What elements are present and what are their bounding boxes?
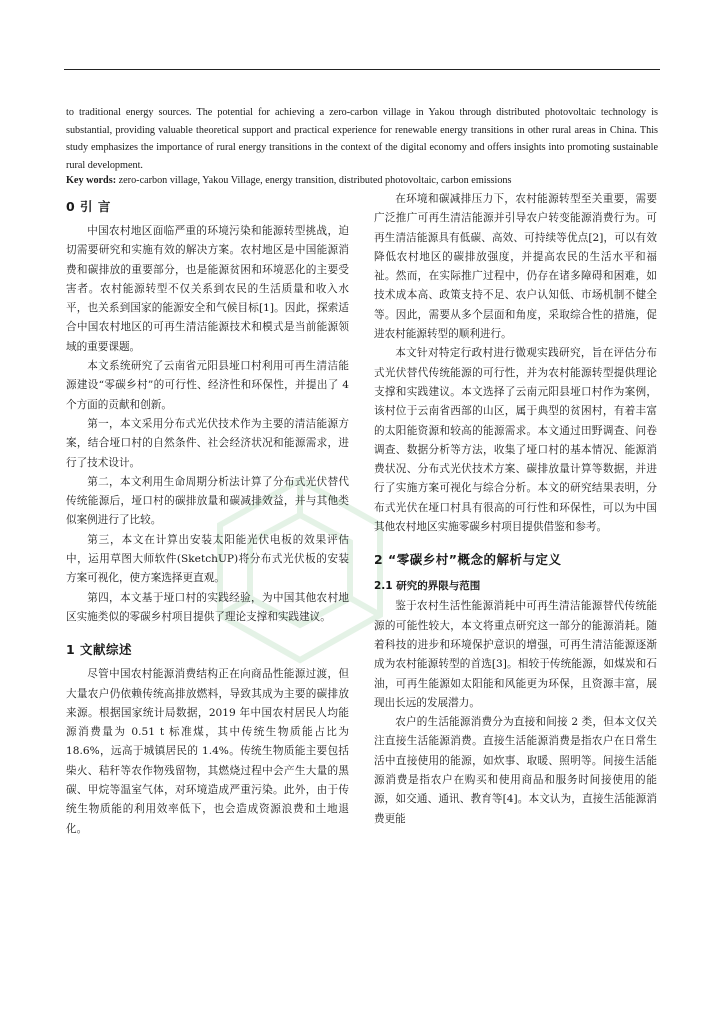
section-1-paragraph-2: 在环境和碳减排压力下，农村能源转型至关重要，需要广泛推广可再生清洁能源并引导农户转变能源消费行为。可再生清洁能源具有低碳、高效、可持续等优点[2]，可以有效降低农村地区的碳排放强度，并提高农民的生活水平和福祉。然而，在实际推广过程中，仍存在诸多障碍和困难，如技术成本高、政策支持不足、农户认知低、市场机制不健全等。因此，需要从多个层面和角度，采取综合性的措施，促进农村能源转型的顺利进行。 (374, 193, 657, 341)
keywords-label: Key words: (66, 175, 117, 186)
section-2-1-paragraph-2: 农户的生活能源消费分为直接和间接 2 类，但本文仅关注直接生活能源消费。直接生活能源消费是指农户在日常生活中直接使用的能源，如炊事、取暖、照明等。间接生活能源消费是指农户在购买和使用商品和服务时间接使用的能源，如交通、通讯、教育等[4]。本文认为，直接生活能源消费更能 (374, 716, 657, 825)
section-2-1-paragraph-1: 鉴于农村生活性能源消耗中可再生清洁能源替代传统能源的可能性较大，本文将重点研究这一部分的能源消耗。随着科技的进步和环境保护意识的增强，可再生清洁能源逐渐成为农村能源转型的首选[3]。相较于传统能源，如煤炭和石油，可再生能源如太阳能和风能更为环保，且资源丰富，展现出长远的发展潜力。 (374, 600, 657, 709)
right-column (374, 190, 657, 829)
section-1-title: 1 文献综述 (66, 642, 133, 658)
section-0-paragraph-3: 第一，本文采用分布式光伏技术作为主要的清洁能源方案，结合垭口村的自然条件、社会经济状况和能源需求，进行了技术设计。 (66, 417, 349, 469)
section-0-paragraph-1: 中国农村地区面临严重的环境污染和能源转型挑战，迫切需要研究和实施有效的解决方案。农村地区是中国能源消费和碳排放的重要部分，也是能源贫困和环境恶化的主要受害者。农村能源转型不仅关系到农民的生活质量和收入水平，也关系到国家的能源安全和气候目标[1]。因此，探索适合中国农村地区的可再生清洁能源技术和模式是当前能源领域的重要课题。 (66, 225, 349, 353)
section-2-1-title: 2.1 研究的界限与范围 (374, 580, 481, 593)
section-0-title: 0 引 言 (66, 199, 111, 214)
header-rule (64, 69, 660, 70)
section-0-paragraph-5: 第三，本文在计算出安装太阳能光伏电板的效果评估中，运用草图大师软件(SketchUP)将分布式光伏板的安装方案可视化，使方案选择更直观。 (66, 533, 349, 585)
abstract-tail (66, 104, 658, 174)
section-0-paragraph-2: 本文系统研究了云南省元阳县垭口村利用可再生清洁能源建设“零碳乡村”的可行性、经济性和环保性，并提出了 4 个方面的贡献和创新。 (66, 360, 349, 411)
abstract-text: to traditional energy sources. The potential for achieving a zero-carbon village in Yakou through distributed photovoltaic technology is substantial, providing valuable theoretical support and practical experience for renewable energy transitions in other rural areas in China. This study emphasizes the importance of rural energy transitions in the context of the digital economy and offers insights into promoting sustainable rural development. (66, 107, 658, 171)
section-0-paragraph-4: 第二，本文利用生命周期分析法计算了分布式光伏替代传统能源后，垭口村的碳排放量和碳减排效益，并与其他类似案例进行了比较。 (66, 475, 349, 527)
section-1-paragraph-3: 本文针对特定行政村进行微观实践研究，旨在评估分布式光伏替代传统能源的可行性，并为农村能源转型提供理论支撑和实践建议。本文选择了云南元阳县垭口村作为案例，该村位于云南省西部的山区，属于典型的贫困村，有着丰富的太阳能资源和较高的能源需求。本文通过田野调查、问卷调查、数据分析等方法，收集了垭口村的基本情况、能源消费状况、分布式光伏技术方案、碳排放量计算等数据，并进行了实施方案可视化与综合分析。本文的研究结果表明，分布式光伏在垭口村具有很高的可行性和环保性，可以为中国其他农村地区实施零碳乡村项目提供借鉴和参考。 (374, 347, 657, 534)
keywords-text: zero-carbon village, Yakou Village, energy transition, distributed photovoltaic, carbon emissions (116, 175, 512, 186)
section-2-title: 2 “零碳乡村”概念的解析与定义 (374, 552, 562, 568)
section-1-paragraph-1: 尽管中国农村能源消费结构正在向商品性能源过渡，但大量农户仍依赖传统高排放燃料，导致其成为主要的碳排放来源。根据国家统计局数据，2019 年中国农村居民人均能源消费量为 0.51 t 标准煤，其中传统生物质能占比为 18.6%，远高于城镇居民的 1.4%。传统生物质能主要包括柴火、秸秆等农作物残留物，其燃烧过程中会产生大量的黑碳、甲烷等温室气体，对环境造成严重污染。此外，由于传统生物质能的利用效率低下，也会造成资源浪费和土地退化。 (66, 668, 349, 835)
keywords-line (66, 174, 658, 188)
left-column (66, 192, 349, 839)
section-0-paragraph-6: 第四，本文基于垭口村的实践经验，为中国其他农村地区实施类似的零碳乡村项目提供了理论支撑和实践建议。 (66, 591, 349, 623)
